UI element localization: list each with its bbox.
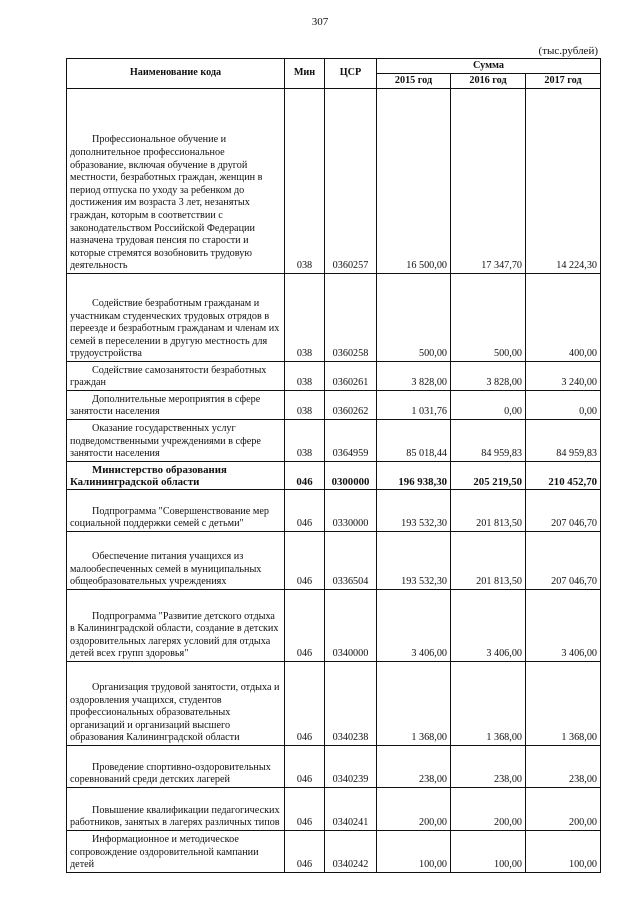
row-2015: 100,00 [377, 831, 451, 873]
header-2016: 2016 год [451, 74, 526, 89]
table-row [67, 532, 601, 590]
row-2016: 238,00 [451, 746, 526, 788]
units-label: (тыс.рублей) [538, 45, 598, 57]
row-2017: 238,00 [526, 746, 601, 788]
row-2015: 3 828,00 [377, 362, 451, 391]
row-csr: 0360261 [325, 362, 377, 391]
row-csr: 0340239 [325, 746, 377, 788]
row-csr: 0364959 [325, 420, 377, 462]
row-2015: 16 500,00 [377, 89, 451, 274]
row-min: 046 [285, 746, 325, 788]
row-2016: 200,00 [451, 788, 526, 831]
row-2016: 3 406,00 [451, 590, 526, 662]
row-min: 038 [285, 391, 325, 420]
row-min: 046 [285, 590, 325, 662]
row-2015: 1 368,00 [377, 662, 451, 746]
row-2017: 14 224,30 [526, 89, 601, 274]
row-2016: 1 368,00 [451, 662, 526, 746]
row-name: Содействие самозанятости безработных граждан [70, 364, 267, 389]
row-2015: 3 406,00 [377, 590, 451, 662]
row-csr: 0340000 [325, 590, 377, 662]
row-2015: 200,00 [377, 788, 451, 831]
header-2017: 2017 год [526, 74, 601, 89]
row-2017: 207 046,70 [526, 490, 601, 532]
table-row-ministry [67, 462, 601, 490]
table-row [67, 362, 601, 391]
row-name: Подпрограмма "Совершенствование мер социальной поддержки семей с детьми" [70, 505, 269, 530]
row-min: 038 [285, 420, 325, 462]
row-csr: 0340241 [325, 788, 377, 831]
table-row [67, 274, 601, 362]
row-2017: 0,00 [526, 391, 601, 420]
row-2017: 3 406,00 [526, 590, 601, 662]
row-min: 046 [285, 831, 325, 873]
row-min: 046 [285, 532, 325, 590]
row-2015: 238,00 [377, 746, 451, 788]
row-2016: 500,00 [451, 274, 526, 362]
row-csr: 0300000 [325, 462, 377, 490]
row-2017: 100,00 [526, 831, 601, 873]
row-2016: 17 347,70 [451, 89, 526, 274]
row-csr: 0360262 [325, 391, 377, 420]
row-2017: 400,00 [526, 274, 601, 362]
table-row [67, 746, 601, 788]
row-name: Оказание государственных услуг подведомственными учреждениями в сфере занятости населения [70, 423, 261, 460]
row-min: 038 [285, 362, 325, 391]
table-row [67, 831, 601, 873]
row-csr: 0360257 [325, 89, 377, 274]
row-2015: 196 938,30 [377, 462, 451, 490]
row-csr: 0340238 [325, 662, 377, 746]
row-2017: 1 368,00 [526, 662, 601, 746]
header-2015: 2015 год [377, 74, 451, 89]
row-csr: 0330000 [325, 490, 377, 532]
row-2016: 201 813,50 [451, 490, 526, 532]
row-min: 038 [285, 274, 325, 362]
row-2016: 3 828,00 [451, 362, 526, 391]
header-min: Мин [285, 59, 325, 89]
row-name: Организация трудовой занятости, отдыха и оздоровления учащихся, студентов профессиональных образовательных организаций и организаций высшего образования Калининградской области [70, 682, 280, 744]
row-2017: 200,00 [526, 788, 601, 831]
row-2015: 500,00 [377, 274, 451, 362]
table-row [67, 490, 601, 532]
row-min: 046 [285, 462, 325, 490]
row-2016: 0,00 [451, 391, 526, 420]
row-2015: 193 532,30 [377, 532, 451, 590]
row-2017: 210 452,70 [526, 462, 601, 490]
row-2016: 84 959,83 [451, 420, 526, 462]
row-name: Подпрограмма "Развитие детского отдыха в Калининградской области, создание в детских оздоровительных лагерях условий для отдыха детей всех групп здоровья" [70, 610, 279, 660]
row-name: Повышение квалификации педагогических работников, занятых в лагерях различных типов [70, 804, 280, 829]
table-row [67, 590, 601, 662]
row-name: Обеспечение питания учащихся из малообеспеченных семей в муниципальных общеобразовательных учреждениях [70, 551, 262, 588]
row-2017: 3 240,00 [526, 362, 601, 391]
header-sum: Сумма [377, 59, 601, 74]
table-header [67, 59, 601, 89]
table-row [67, 89, 601, 274]
table-row [67, 391, 601, 420]
row-min: 038 [285, 89, 325, 274]
row-2016: 201 813,50 [451, 532, 526, 590]
row-csr: 0360258 [325, 274, 377, 362]
row-2017: 207 046,70 [526, 532, 601, 590]
row-2016: 205 219,50 [451, 462, 526, 490]
row-min: 046 [285, 788, 325, 831]
row-name: Проведение спортивно-оздоровительных соревнований среди детских лагерей [70, 761, 271, 786]
row-min: 046 [285, 662, 325, 746]
table-row [67, 420, 601, 462]
budget-table [66, 58, 601, 873]
table-row [67, 662, 601, 746]
header-csr: ЦСР [325, 59, 377, 89]
row-name: Информационное и методическое сопровождение оздоровительной кампании детей [70, 834, 259, 871]
row-2017: 84 959,83 [526, 420, 601, 462]
row-csr: 0336504 [325, 532, 377, 590]
row-2015: 1 031,76 [377, 391, 451, 420]
row-2015: 85 018,44 [377, 420, 451, 462]
row-name: Дополнительные мероприятия в сфере занятости населения [70, 393, 261, 418]
row-csr: 0340242 [325, 831, 377, 873]
header-name: Наименование кода [67, 59, 285, 89]
row-name: Профессиональное обучение и дополнительное профессиональное образование, включая обучение в другой местности, безработных граждан, женщин в период отпуска по уходу за ребенком до достижения им возраста 3 лет, незанятых граждан, которым в соответствии с законодательством Российской Федерации назначена трудовая пенсия по старости и которые стремятся возобновить трудовую деятельность [70, 134, 263, 272]
row-min: 046 [285, 490, 325, 532]
page-number: 307 [311, 16, 329, 28]
row-2016: 100,00 [451, 831, 526, 873]
row-name: Содействие безработным гражданам и участникам студенческих трудовых отрядов в переезде и безработным гражданам и членам их семей в переселении в другую местность для трудоустройства [70, 298, 280, 360]
table-row [67, 788, 601, 831]
row-name: Министерство образования Калининградской области [70, 463, 227, 489]
row-2015: 193 532,30 [377, 490, 451, 532]
